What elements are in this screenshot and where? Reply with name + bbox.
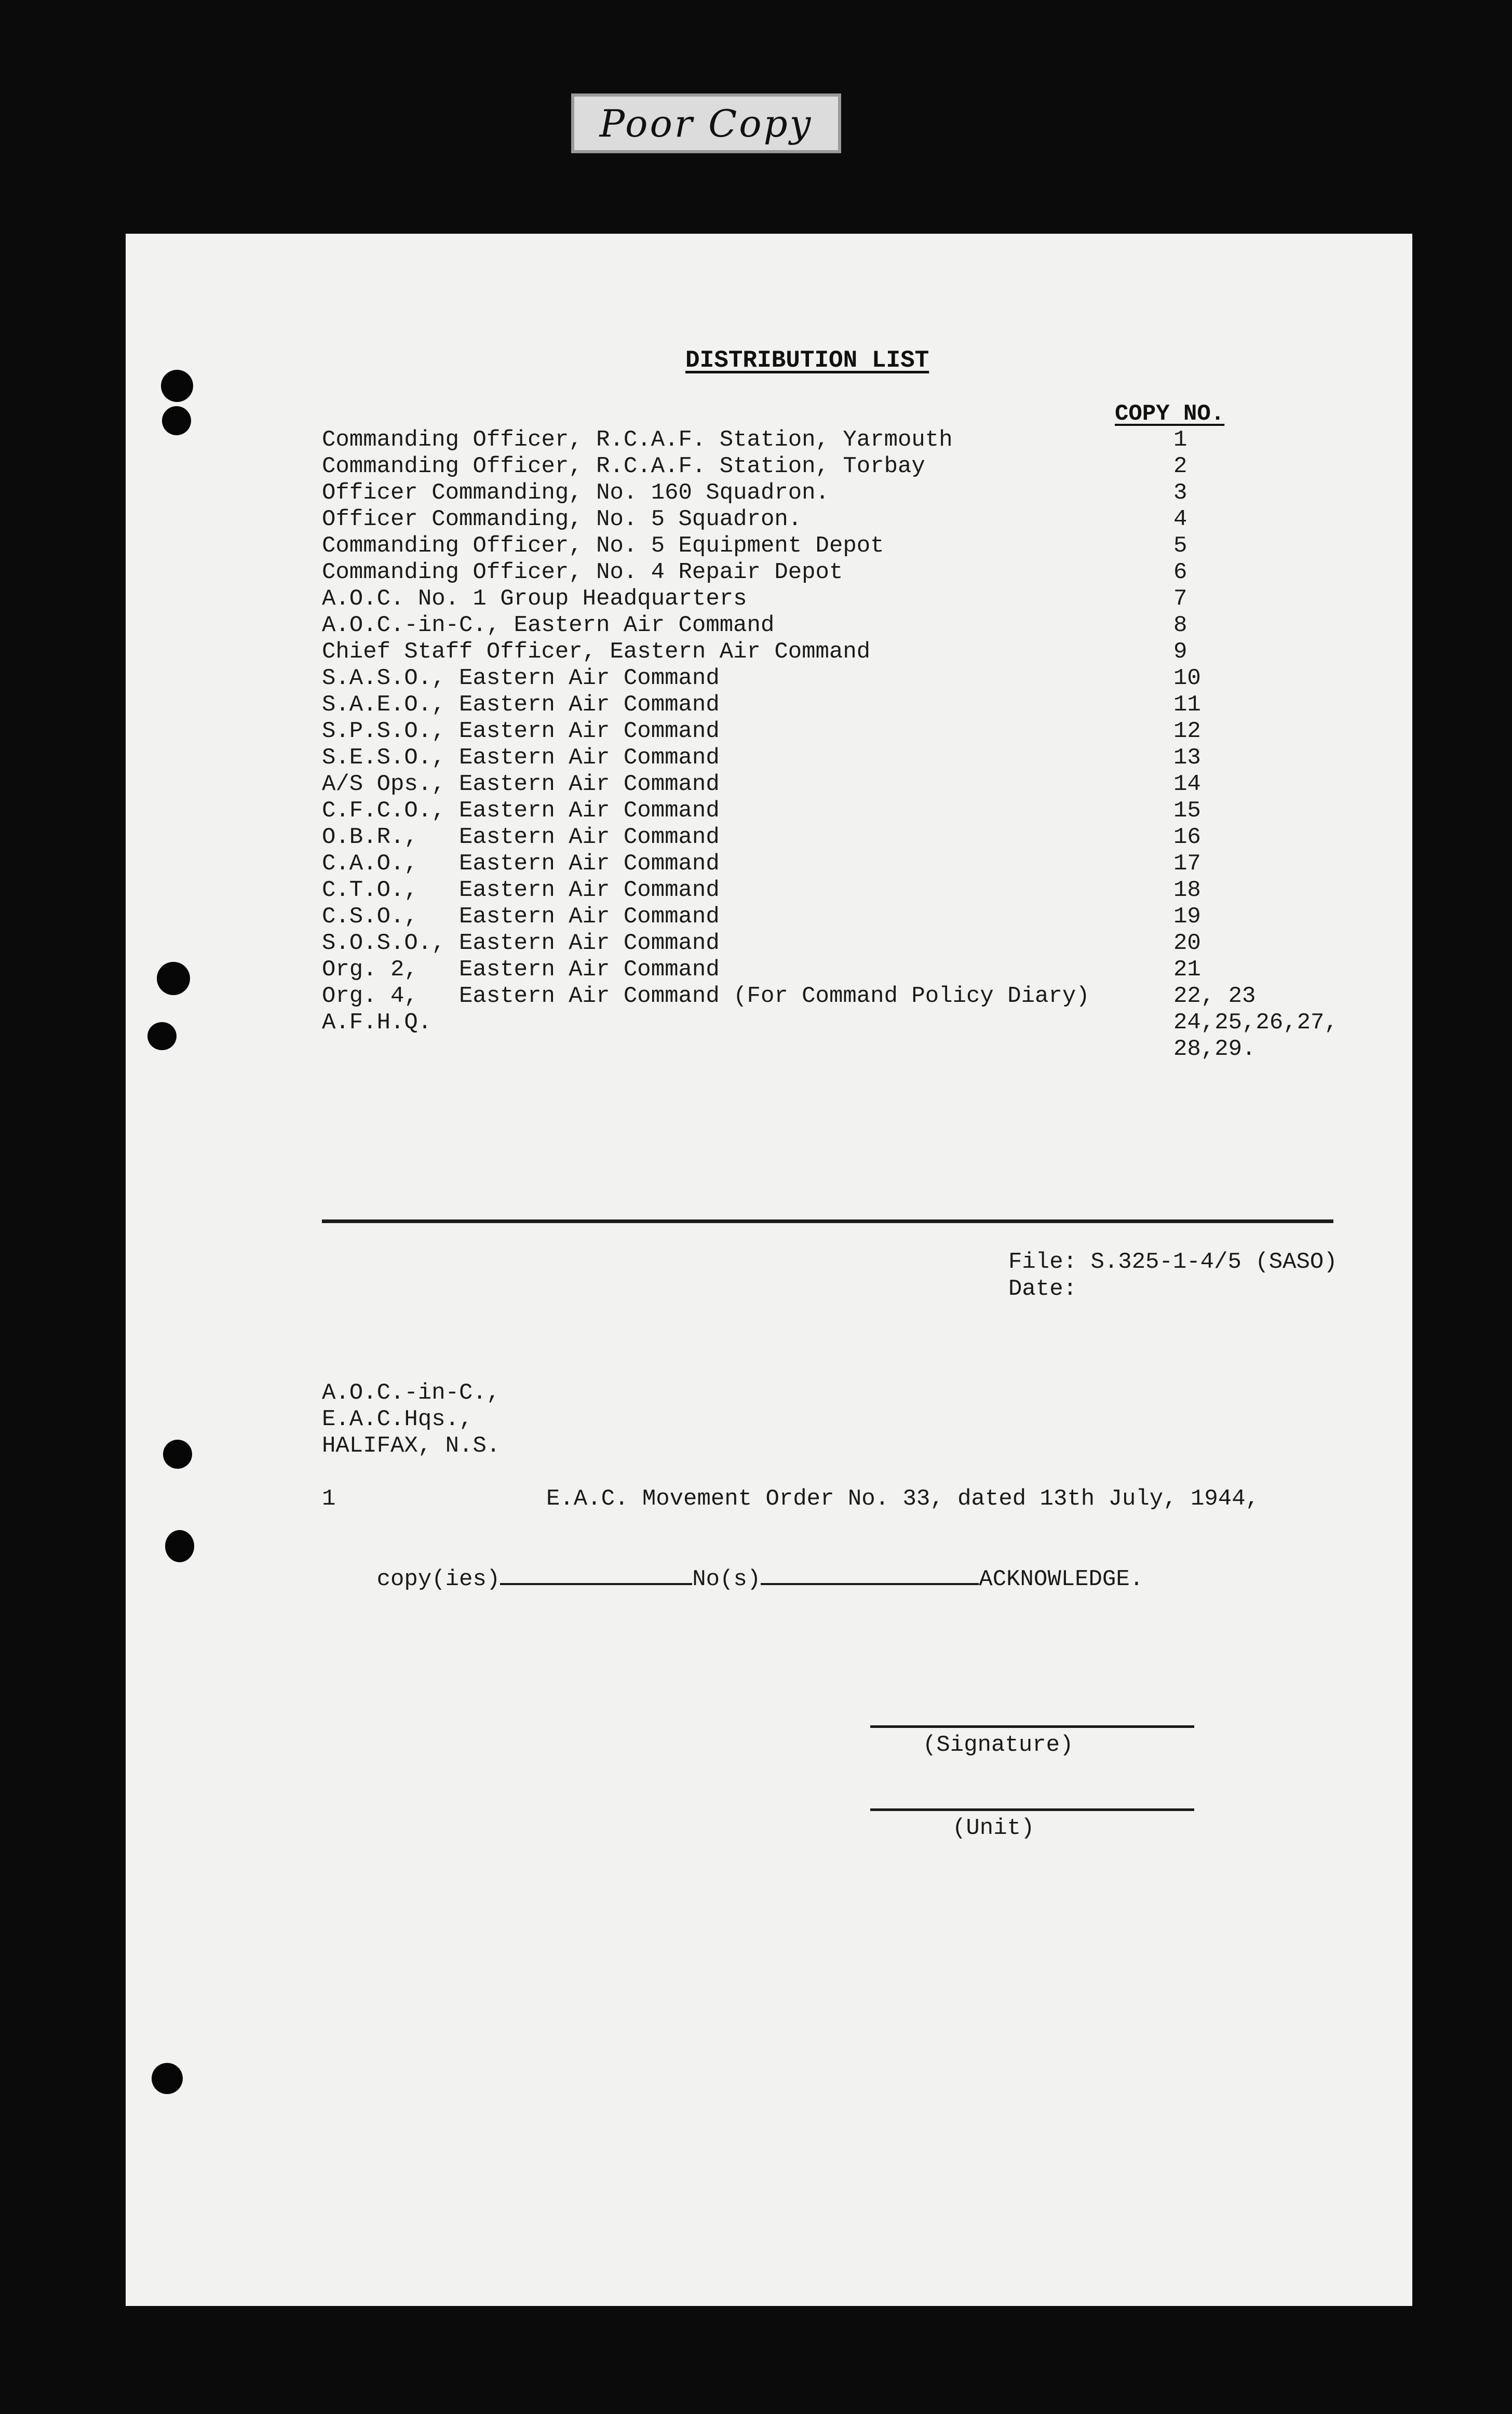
punch-hole-6 bbox=[165, 1530, 194, 1562]
distribution-recipient: C.S.O., Eastern Air Command bbox=[322, 904, 720, 930]
punch-hole-4 bbox=[147, 1022, 177, 1050]
signature-line bbox=[870, 1725, 1194, 1728]
copies-blank bbox=[500, 1565, 692, 1585]
section-divider bbox=[322, 1219, 1333, 1223]
punch-hole-2 bbox=[162, 406, 191, 435]
distribution-copy-no: 21 bbox=[1173, 957, 1201, 983]
distribution-copy-no: 3 bbox=[1173, 480, 1187, 506]
distribution-row bbox=[322, 453, 1386, 480]
distribution-copy-no: 12 bbox=[1173, 718, 1201, 744]
address-line: HALIFAX, N.S. bbox=[322, 1433, 501, 1459]
distribution-recipient: Officer Commanding, No. 5 Squadron. bbox=[322, 506, 802, 532]
distribution-row bbox=[322, 1010, 1386, 1037]
distribution-row bbox=[322, 506, 1386, 533]
distribution-recipient: S.P.S.O., Eastern Air Command bbox=[322, 718, 720, 744]
distribution-copy-no: 20 bbox=[1173, 930, 1201, 956]
distribution-recipient: S.E.S.O., Eastern Air Command bbox=[322, 745, 720, 771]
signature-label: (Signature) bbox=[923, 1732, 1074, 1758]
unit-label: (Unit) bbox=[952, 1815, 1035, 1841]
file-reference bbox=[1008, 1251, 1338, 1273]
acknowledge-label: ACKNOWLEDGE. bbox=[979, 1566, 1144, 1592]
distribution-row bbox=[322, 612, 1386, 639]
distribution-row bbox=[322, 427, 1386, 454]
punch-hole-1 bbox=[161, 370, 193, 402]
file-label: File: bbox=[1008, 1249, 1077, 1275]
distribution-row bbox=[322, 983, 1386, 1010]
distribution-copy-no: 14 bbox=[1173, 771, 1201, 797]
distribution-copy-no: 5 bbox=[1173, 533, 1187, 559]
distribution-recipient: C.A.O., Eastern Air Command bbox=[322, 851, 720, 877]
distribution-copy-no: 11 bbox=[1173, 692, 1201, 718]
document-page bbox=[126, 234, 1412, 2306]
distribution-recipient: Commanding Officer, R.C.A.F. Station, Yarmouth bbox=[322, 427, 953, 453]
distribution-recipient: Org. 2, Eastern Air Command bbox=[322, 957, 720, 983]
distribution-row bbox=[322, 533, 1386, 560]
distribution-copy-no: 8 bbox=[1173, 612, 1187, 638]
poor-copy-text: Poor Copy bbox=[599, 101, 813, 145]
distribution-copy-no: 28,29. bbox=[1173, 1036, 1256, 1062]
punch-hole-5 bbox=[163, 1440, 192, 1469]
copies-label: copy(ies) bbox=[376, 1566, 501, 1592]
distribution-recipient: C.T.O., Eastern Air Command bbox=[322, 877, 720, 903]
distribution-row bbox=[322, 930, 1386, 957]
punch-hole-3 bbox=[157, 962, 190, 995]
distribution-copy-no: 6 bbox=[1173, 559, 1187, 585]
distribution-row bbox=[322, 877, 1386, 904]
distribution-recipient: Chief Staff Officer, Eastern Air Command bbox=[322, 639, 871, 665]
distribution-recipient: O.B.R., Eastern Air Command bbox=[322, 824, 720, 850]
file-value: S.325-1-4/5 (SASO) bbox=[1090, 1249, 1338, 1275]
distribution-copy-no: 7 bbox=[1173, 586, 1187, 612]
distribution-row bbox=[322, 771, 1386, 798]
distribution-recipient: S.A.E.O., Eastern Air Command bbox=[322, 692, 720, 718]
distribution-row bbox=[322, 639, 1386, 666]
movement-order-text: E.A.C. Movement Order No. 33, dated 13th July, 1944, bbox=[546, 1486, 1260, 1512]
distribution-copy-no: 2 bbox=[1173, 453, 1187, 479]
distribution-row bbox=[322, 824, 1386, 851]
distribution-recipient: Commanding Officer, No. 5 Equipment Depot bbox=[322, 533, 884, 559]
distribution-recipient: A.F.H.Q. bbox=[322, 1010, 432, 1036]
distribution-recipient: S.O.S.O., Eastern Air Command bbox=[322, 930, 720, 956]
distribution-row bbox=[322, 745, 1386, 772]
distribution-copy-no: 1 bbox=[1173, 427, 1187, 453]
distribution-recipient: Commanding Officer, No. 4 Repair Depot bbox=[322, 559, 843, 585]
distribution-row bbox=[322, 851, 1386, 878]
distribution-row bbox=[322, 718, 1386, 745]
acknowledge-line bbox=[322, 1543, 1143, 1614]
distribution-copy-no: 18 bbox=[1173, 877, 1201, 903]
distribution-copy-no: 4 bbox=[1173, 506, 1187, 532]
poor-copy-label bbox=[571, 93, 841, 153]
numbers-label: No(s) bbox=[692, 1566, 761, 1592]
distribution-row bbox=[322, 586, 1386, 613]
numbers-blank bbox=[761, 1565, 979, 1585]
distribution-recipient: A/S Ops., Eastern Air Command bbox=[322, 771, 720, 797]
distribution-recipient: C.F.C.O., Eastern Air Command bbox=[322, 798, 720, 824]
distribution-copy-no: 19 bbox=[1173, 904, 1201, 930]
distribution-recipient: A.O.C.-in-C., Eastern Air Command bbox=[322, 612, 775, 638]
distribution-copy-no: 16 bbox=[1173, 824, 1201, 850]
distribution-copy-no: 22, 23 bbox=[1173, 983, 1256, 1009]
distribution-row bbox=[322, 1036, 1386, 1063]
distribution-recipient: Commanding Officer, R.C.A.F. Station, Torbay bbox=[322, 453, 925, 479]
distribution-copy-no: 15 bbox=[1173, 798, 1201, 824]
copy-no-header: COPY NO. bbox=[1115, 401, 1225, 427]
address-line: A.O.C.-in-C., bbox=[322, 1380, 501, 1406]
distribution-recipient: Officer Commanding, No. 160 Squadron. bbox=[322, 480, 829, 506]
distribution-row bbox=[322, 904, 1386, 931]
distribution-recipient: A.O.C. No. 1 Group Headquarters bbox=[322, 586, 747, 612]
address-line: E.A.C.Hqs., bbox=[322, 1406, 473, 1432]
distribution-row bbox=[322, 957, 1386, 984]
distribution-copy-no: 13 bbox=[1173, 745, 1201, 771]
distribution-row bbox=[322, 692, 1386, 719]
distribution-row bbox=[322, 480, 1386, 507]
punch-hole-7 bbox=[152, 2063, 183, 2094]
distribution-copy-no: 10 bbox=[1173, 665, 1201, 691]
distribution-copy-no: 9 bbox=[1173, 639, 1187, 665]
unit-line bbox=[870, 1808, 1194, 1811]
distribution-row bbox=[322, 798, 1386, 825]
distribution-recipient: Org. 4, Eastern Air Command (For Command Policy Diary) bbox=[322, 983, 1090, 1009]
distribution-row bbox=[322, 665, 1386, 692]
distribution-copy-no: 17 bbox=[1173, 851, 1201, 877]
copy-count: 1 bbox=[322, 1486, 336, 1512]
distribution-list-title: DISTRIBUTION LIST bbox=[685, 347, 929, 374]
date-label: Date: bbox=[1008, 1276, 1077, 1302]
distribution-copy-no: 24,25,26,27, bbox=[1173, 1010, 1338, 1036]
distribution-row bbox=[322, 559, 1386, 586]
distribution-recipient: S.A.S.O., Eastern Air Command bbox=[322, 665, 720, 691]
